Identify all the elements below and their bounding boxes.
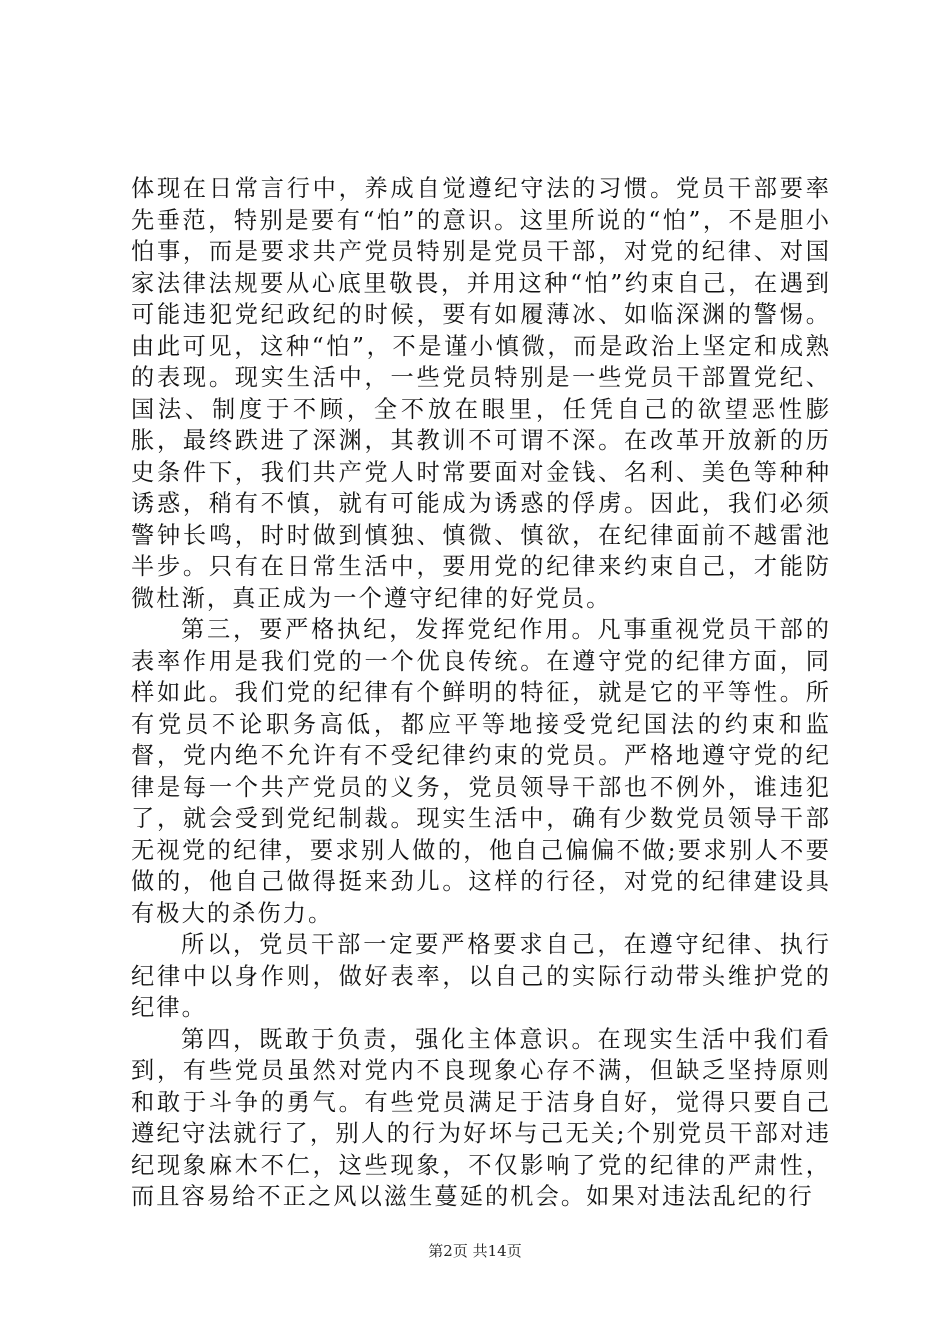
page-number-footer: 第2页 共14页 (428, 1242, 522, 1260)
body-text (131, 173, 831, 1213)
paragraph-conclusion: 所以，党员干部一定要严格要求自己，在遵守纪律、执行纪律中以身作则，做好表率，以自己的实际行动带头维护党的纪律。 (131, 931, 831, 1021)
paragraph-fourth-point: 第四，既敢于负责，强化主体意识。在现实生活中我们看到，有些党员虽然对党内不良现象心存不满，但缺乏坚持原则和敢于斗争的勇气。有些党员满足于洁身自好，觉得只要自己遵纪守法就行了，别人的行为好坏与己无关;个别党员干部对违纪现象麻木不仁，这些现象，不仅影响了党的纪律的严肃性，而且容易给不正之风以滋生蔓延的机会。如果对违法乱纪的行 (131, 1025, 831, 1210)
paragraph-continuation: 体现在日常言行中，养成自觉遵纪守法的习惯。党员干部要率先垂范，特别是要有“怕”的意识。这里所说的“怕”，不是胆小怕事，而是要求共产党员特别是党员干部，对党的纪律、对国家法律法规要从心底里敬畏，并用这种“怕”约束自己，在遇到可能违犯党纪政纪的时候，要有如履薄冰、如临深渊的警惕。由此可见，这种“怕”，不是谨小慎微，而是政治上坚定和成熟的表现。现实生活中，一些党员特别是一些党员干部置党纪、国法、制度于不顾，全不放在眼里，任凭自己的欲望恶性膨胀，最终跌进了深渊，其教训不可谓不深。在改革开放新的历史条件下，我们共产党人时常要面对金钱、名利、美色等种种诱惑，稍有不慎，就有可能成为诱惑的俘虏。因此，我们必须警钟长鸣，时时做到慎独、慎微、慎欲，在纪律面前不越雷池半步。只有在日常生活中，要用党的纪律来约束自己，才能防微杜渐，真正成为一个遵守纪律的好党员。 (131, 175, 831, 612)
paragraph-third-point: 第三，要严格执纪，发挥党纪作用。凡事重视党员干部的表率作用是我们党的一个优良传统。在遵守党的纪律方面，同样如此。我们党的纪律有个鲜明的特征，就是它的平等性。所有党员不论职务高低，都应平等地接受党纪国法的约束和监督，党内绝不允许有不受纪律约束的党员。严格地遵守党的纪律是每一个共产党员的义务，党员领导干部也不例外，谁违犯了，就会受到党纪制裁。现实生活中，确有少数党员领导干部无视党的纪律，要求别人做的，他自己偏偏不做;要求别人不要做的，他自己做得挺来劲儿。这样的行径，对党的纪律建设具有极大的杀伤力。 (131, 616, 831, 927)
